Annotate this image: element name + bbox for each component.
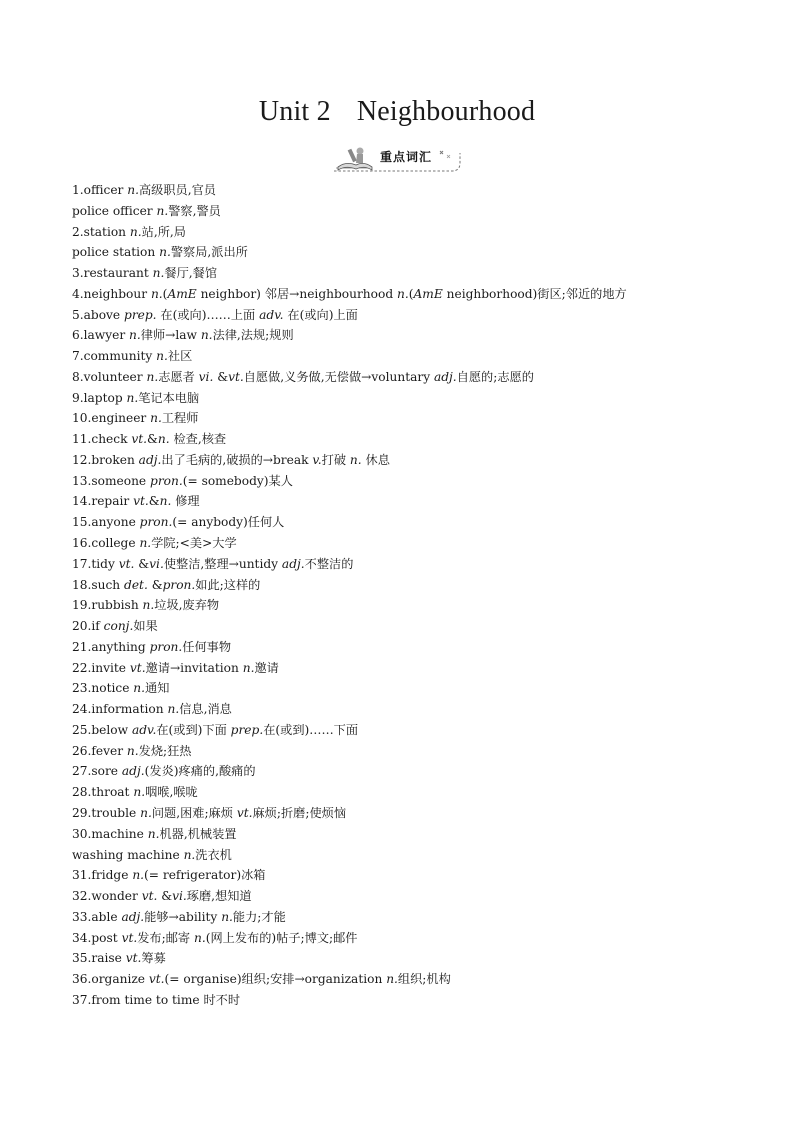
entry-text: 17.tidy: [72, 556, 119, 571]
part-of-speech: n.: [129, 224, 142, 239]
vocab-entry: [72, 761, 752, 782]
part-of-speech: adj.: [121, 909, 145, 924]
entry-text: 28.throat: [72, 785, 134, 800]
entry-text: 法律,法规;规则: [212, 328, 294, 343]
entry-text: neighborhood)街区;邻近的地方: [442, 286, 627, 301]
part-of-speech: vt.: [141, 889, 158, 904]
entry-text: 邀请→invitation: [145, 660, 243, 675]
vocab-entry: [72, 388, 752, 409]
entry-text: &: [148, 494, 160, 509]
part-of-speech: v.: [312, 452, 322, 467]
part-of-speech: adv.: [131, 722, 157, 737]
part-of-speech: n.: [159, 245, 171, 260]
part-of-speech: n.: [159, 494, 172, 509]
part-of-speech: n.: [386, 972, 398, 987]
entry-text: 9.laptop: [72, 390, 127, 405]
unit-topic: Neighbourhood: [356, 96, 536, 127]
entry-text: 20.if: [72, 619, 104, 634]
entry-text: 18.such: [72, 577, 125, 592]
entry-text: 琢磨,想知道: [186, 889, 252, 904]
entry-text: 21.anything: [72, 639, 150, 654]
entry-text: 工程师: [161, 411, 199, 426]
entry-text: (= somebody)某人: [182, 473, 293, 488]
vocabulary-list: [72, 180, 752, 1011]
part-of-speech: n.: [140, 805, 152, 820]
part-of-speech: adv.: [259, 307, 284, 322]
entry-text: 23.notice: [72, 681, 134, 696]
part-of-speech: det.: [124, 577, 148, 592]
part-of-speech: n.: [127, 183, 139, 197]
entry-text: 咽喉,喉咙: [145, 785, 198, 800]
part-of-speech: vt.: [125, 951, 142, 966]
entry-text: police officer: [72, 203, 157, 218]
part-of-speech: n.: [349, 452, 362, 467]
part-of-speech: vi.: [149, 556, 164, 571]
entry-text: 使整洁,整理→untidy: [163, 556, 282, 571]
entry-text: (= anybody)任何人: [172, 515, 285, 530]
entry-text: 在(或到)下面: [156, 722, 231, 737]
part-of-speech: n.: [150, 411, 162, 426]
entry-text: 发布;邮寄: [137, 930, 194, 945]
entry-text: 31.fridge: [72, 868, 133, 883]
part-of-speech: vt.: [228, 369, 244, 384]
entry-text: 休息: [361, 452, 390, 467]
vocab-entry: [72, 595, 752, 616]
part-of-speech: vt.: [121, 930, 138, 945]
vocab-entry: [72, 845, 752, 866]
part-of-speech: AmE: [413, 286, 443, 301]
part-of-speech: n.: [183, 847, 196, 862]
entry-text: 社区: [167, 349, 193, 364]
entry-text: 10.engineer: [72, 411, 151, 426]
entry-text: 24.information: [72, 702, 168, 717]
entry-text: 洗衣机: [195, 847, 232, 862]
vocab-entry: [72, 886, 752, 907]
vocab-entry: [72, 242, 752, 263]
entry-text: 修理: [171, 494, 200, 509]
part-of-speech: vi.: [198, 369, 214, 384]
vocab-entry: [72, 325, 752, 346]
entry-text: police station: [72, 245, 160, 260]
vocab-entry: [72, 512, 752, 533]
entry-text: 在(或向)……上面: [156, 307, 260, 322]
part-of-speech: n.: [142, 598, 155, 613]
entry-text: washing machine: [72, 847, 184, 862]
part-of-speech: n.: [146, 369, 159, 384]
entry-text: (= refrigerator)冰箱: [144, 868, 266, 883]
vocab-entry: [72, 782, 752, 803]
entry-text: 自愿的;志愿的: [456, 369, 534, 384]
page-title: [0, 96, 794, 128]
vocab-entry: [72, 928, 752, 949]
entry-text: 问题,困难;麻烦: [151, 805, 237, 820]
part-of-speech: vt.: [236, 805, 253, 820]
vocab-entry: [72, 907, 752, 928]
entry-text: 餐厅,餐馆: [164, 266, 218, 281]
entry-text: 筹募: [141, 951, 166, 966]
entry-text: &: [157, 889, 173, 904]
part-of-speech: n.: [126, 390, 139, 405]
entry-text: 警察,警员: [168, 203, 221, 218]
entry-text: 26.fever: [72, 743, 127, 758]
part-of-speech: n.: [150, 286, 163, 301]
entry-text: 8.volunteer: [72, 369, 147, 384]
entry-text: 站,所,局: [141, 224, 186, 239]
entry-text: 6.lawyer: [72, 328, 130, 343]
entry-text: 律师→law: [140, 328, 201, 343]
entry-text: 能够→ability: [144, 909, 222, 924]
part-of-speech: adj.: [281, 556, 305, 571]
vocab-entry: [72, 720, 752, 741]
part-of-speech: n.: [152, 266, 165, 281]
entry-text: 30.machine: [72, 826, 148, 841]
entry-text: &: [147, 577, 163, 592]
part-of-speech: prep.: [124, 307, 157, 322]
part-of-speech: n.: [156, 349, 168, 364]
vocab-entry: [72, 429, 752, 450]
entry-text: 能力;才能: [232, 909, 286, 924]
part-of-speech: n.: [133, 681, 146, 696]
entry-text: 垃圾,废弃物: [154, 598, 220, 613]
vocab-entry: [72, 471, 752, 492]
entry-text: (= organise)组织;安排→organization: [164, 972, 387, 987]
entry-text: 25.below: [72, 722, 132, 737]
entry-text: 如果: [133, 619, 158, 634]
part-of-speech: vt.: [131, 432, 148, 447]
vocab-entry: [72, 367, 752, 388]
vocab-entry: [72, 678, 752, 699]
entry-text: 高级职员,官员: [139, 183, 216, 197]
part-of-speech: vi.: [172, 889, 187, 904]
entry-text: 37.from time to time 时不时: [72, 992, 241, 1007]
entry-text: 志愿者: [158, 369, 199, 384]
entry-text: 打破: [321, 452, 350, 467]
vocab-entry: [72, 865, 752, 886]
vocab-entry: [72, 491, 752, 512]
part-of-speech: pron.: [162, 577, 196, 592]
entry-text: 2.station: [72, 224, 130, 239]
entry-text: 13.someone: [72, 473, 151, 488]
entry-text: 32.wonder: [72, 889, 142, 904]
entry-text: 发烧;狂热: [138, 743, 192, 758]
entry-text: 通知: [145, 681, 170, 696]
part-of-speech: AmE: [167, 286, 197, 301]
entry-text: neighbor) 邻居→neighbourhood: [196, 286, 397, 301]
part-of-speech: n.: [156, 203, 169, 218]
entry-text: 35.raise: [72, 951, 126, 966]
vocab-entry: [72, 263, 752, 284]
vocab-entry: [72, 969, 752, 990]
entry-text: 5.above: [72, 307, 125, 322]
entry-text: 在(或向)上面: [283, 307, 358, 322]
part-of-speech: pron.: [150, 473, 183, 488]
vocab-entry: [72, 637, 752, 658]
vocab-entry: [72, 222, 752, 243]
entry-text: (发炎)疼痛的,酸痛的: [144, 764, 256, 779]
part-of-speech: n.: [221, 909, 233, 924]
entry-text: 12.broken: [72, 452, 139, 467]
entry-text: 1.officer: [72, 183, 128, 197]
entry-text: 22.invite: [72, 660, 130, 675]
part-of-speech: n.: [200, 328, 213, 343]
vocab-entry: [72, 408, 752, 429]
entry-text: (: [408, 286, 414, 301]
vocab-entry: [72, 305, 752, 326]
part-of-speech: n.: [129, 328, 141, 343]
part-of-speech: adj.: [433, 369, 457, 384]
part-of-speech: n.: [133, 785, 146, 800]
vocab-entry: [72, 616, 752, 637]
part-of-speech: pron.: [139, 515, 173, 530]
part-of-speech: vt.: [118, 556, 135, 571]
vocab-entry: [72, 575, 752, 596]
vocab-entry: [72, 803, 752, 824]
part-of-speech: n.: [157, 432, 170, 447]
entry-text: 4.neighbour: [72, 286, 151, 301]
vocab-entry: [72, 450, 752, 471]
entry-text: 自愿做,义务做,无偿做→voluntary: [243, 369, 434, 384]
vocab-entry: [72, 180, 752, 201]
entry-text: 任何事物: [182, 639, 232, 654]
vocab-entry: [72, 554, 752, 575]
part-of-speech: adj.: [121, 764, 145, 779]
part-of-speech: n.: [139, 536, 152, 551]
entry-text: (: [162, 286, 168, 301]
part-of-speech: n.: [126, 743, 139, 758]
entry-text: 15.anyone: [72, 515, 140, 530]
entry-text: 笔记本电脑: [138, 390, 200, 405]
vocab-entry: [72, 201, 752, 222]
vocab-entry: [72, 699, 752, 720]
vocab-entry: [72, 346, 752, 367]
part-of-speech: vt.: [129, 660, 146, 675]
part-of-speech: n.: [242, 660, 255, 675]
entry-text: 不整洁的: [304, 556, 354, 571]
part-of-speech: pron.: [149, 639, 183, 654]
entry-text: 组织;机构: [397, 972, 451, 987]
part-of-speech: prep.: [230, 722, 264, 737]
part-of-speech: n.: [132, 868, 145, 883]
part-of-speech: n.: [397, 286, 409, 301]
entry-text: 在(或到)……下面: [263, 722, 359, 737]
entry-text: &: [147, 432, 158, 447]
entry-text: &: [213, 369, 229, 384]
entry-text: 36.organize: [72, 972, 149, 987]
entry-text: 19.rubbish: [72, 598, 143, 613]
entry-text: 信息,消息: [179, 702, 232, 717]
part-of-speech: n.: [167, 702, 180, 717]
part-of-speech: n.: [193, 930, 206, 945]
section-label: 重点词汇: [380, 150, 433, 164]
entry-text: 7.community: [72, 349, 157, 364]
entry-text: (网上发布的)帖子;博文;邮件: [205, 930, 358, 945]
part-of-speech: vt.: [133, 494, 149, 509]
section-banner: [332, 141, 462, 175]
entry-text: 机器,机械装置: [159, 826, 237, 841]
entry-text: 出了毛病的,破损的→break: [161, 452, 313, 467]
vocab-entry: [72, 741, 752, 762]
entry-text: 16.college: [72, 536, 140, 551]
vocab-entry: [72, 948, 752, 969]
entry-text: 27.sore: [72, 764, 122, 779]
entry-text: 33.able: [72, 909, 122, 924]
entry-text: 检查,核查: [169, 432, 227, 447]
entry-text: 3.restaurant: [72, 266, 153, 281]
entry-text: 14.repair: [72, 494, 134, 509]
vocab-entry: [72, 658, 752, 679]
entry-text: 34.post: [72, 930, 122, 945]
entry-text: 邀请: [254, 660, 279, 675]
unit-number: Unit 2: [258, 96, 331, 127]
vocab-entry: [72, 533, 752, 554]
part-of-speech: adj.: [138, 452, 162, 467]
part-of-speech: vt.: [148, 972, 165, 987]
entry-text: 学院;<美>大学: [151, 536, 237, 551]
part-of-speech: n.: [147, 826, 160, 841]
vocab-entry: [72, 284, 752, 305]
entry-text: 警察局,派出所: [170, 245, 248, 260]
entry-text: 11.check: [72, 432, 132, 447]
vocab-entry: [72, 990, 752, 1011]
entry-text: 麻烦;折磨;使烦恼: [252, 805, 347, 820]
part-of-speech: conj.: [103, 619, 134, 634]
vocab-entry: [72, 824, 752, 845]
entry-text: 如此;这样的: [195, 577, 261, 592]
entry-text: &: [134, 556, 150, 571]
entry-text: 29.trouble: [72, 805, 141, 820]
